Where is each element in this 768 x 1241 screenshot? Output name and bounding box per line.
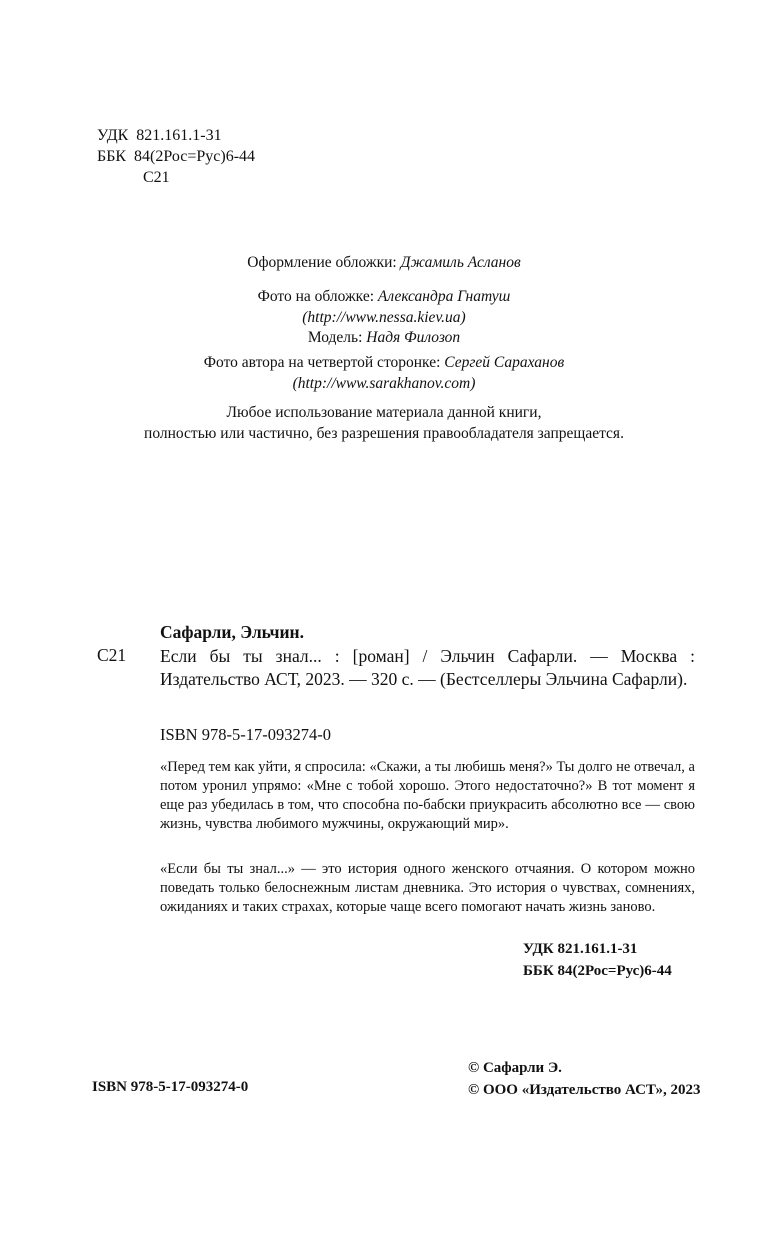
classification-block-top	[97, 125, 255, 188]
rights-line-2: полностью или частично, без разрешения правообладателя запрещается.	[144, 424, 624, 442]
udk-code: УДК 821.161.1-31	[97, 127, 222, 144]
cover-photo-label: Фото на обложке:	[257, 288, 378, 305]
bbk-code-bottom: ББК 84(2Рос=Рус)6-44	[523, 963, 672, 979]
cover-photo-credit	[0, 287, 768, 349]
rights-line-1: Любое использование материала данной книги,	[226, 404, 542, 421]
copyright-publisher: © ООО «Издательство АСТ», 2023	[468, 1082, 701, 1098]
cover-design-credit	[0, 253, 768, 274]
catalog-code: С21	[97, 645, 127, 665]
annotation-paragraph-1: «Перед тем как уйти, я спросила: «Скажи, а ты любишь меня?» Ты долго не отвечал, а потом уронил упрямо: «Мне с тобой хорошо. Этого недостаточно?» В тот момент я еще раз убедилась в том, что способна по-бабски приукрасить абсолютно все — свою жизнь, чувства любимого мужчины, окружающий мир».	[160, 759, 695, 832]
copyright-author: © Сафарли Э.	[468, 1060, 562, 1076]
author-sign: С21	[143, 169, 170, 186]
copyright-block	[468, 1057, 701, 1101]
footer-isbn: ISBN 978-5-17-093274-0	[92, 1079, 249, 1095]
bbk-code: ББК 84(2Рос=Рус)6-44	[97, 148, 256, 165]
cover-design-label: Оформление обложки:	[247, 254, 401, 271]
author-photo-credit	[0, 353, 768, 394]
rights-notice	[0, 403, 768, 444]
annotation-paragraph-2: «Если бы ты знал...» — это история одного женского отчаяния. О котором можно поведать только белоснежным листам дневника. Это история о чувствах, сомнениях, ожиданиях и таких страхах, которые чаще всего помогают начать жизнь заново.	[160, 861, 695, 915]
model-label: Модель:	[307, 329, 367, 346]
catalog-entry: Если бы ты знал... : [роман] / Эльчин Сафарли. — Москва : Издательство АСТ, 2023. — 320 с. — (Бестселлеры Эльчина Сафарли).	[160, 646, 695, 689]
catalog-isbn: ISBN 978-5-17-093274-0	[160, 725, 331, 744]
cover-design-name: Джамиль Асланов	[400, 254, 521, 271]
author-photo-name: Сергей Сараханов	[444, 354, 565, 371]
catalog-author: Сафарли, Эльчин.	[160, 622, 304, 642]
udk-code-bottom: УДК 821.161.1-31	[523, 941, 638, 957]
author-photo-url: (http://www.sarakhanov.com)	[292, 374, 476, 392]
cover-photo-name: Александра Гнатуш	[377, 288, 511, 305]
cover-photo-url: (http://www.nessa.kiev.ua)	[302, 308, 466, 326]
model-name: Надя Филозоп	[366, 329, 461, 346]
author-photo-label: Фото автора на четвертой сторонке:	[203, 354, 445, 371]
classification-block-bottom	[523, 938, 672, 982]
